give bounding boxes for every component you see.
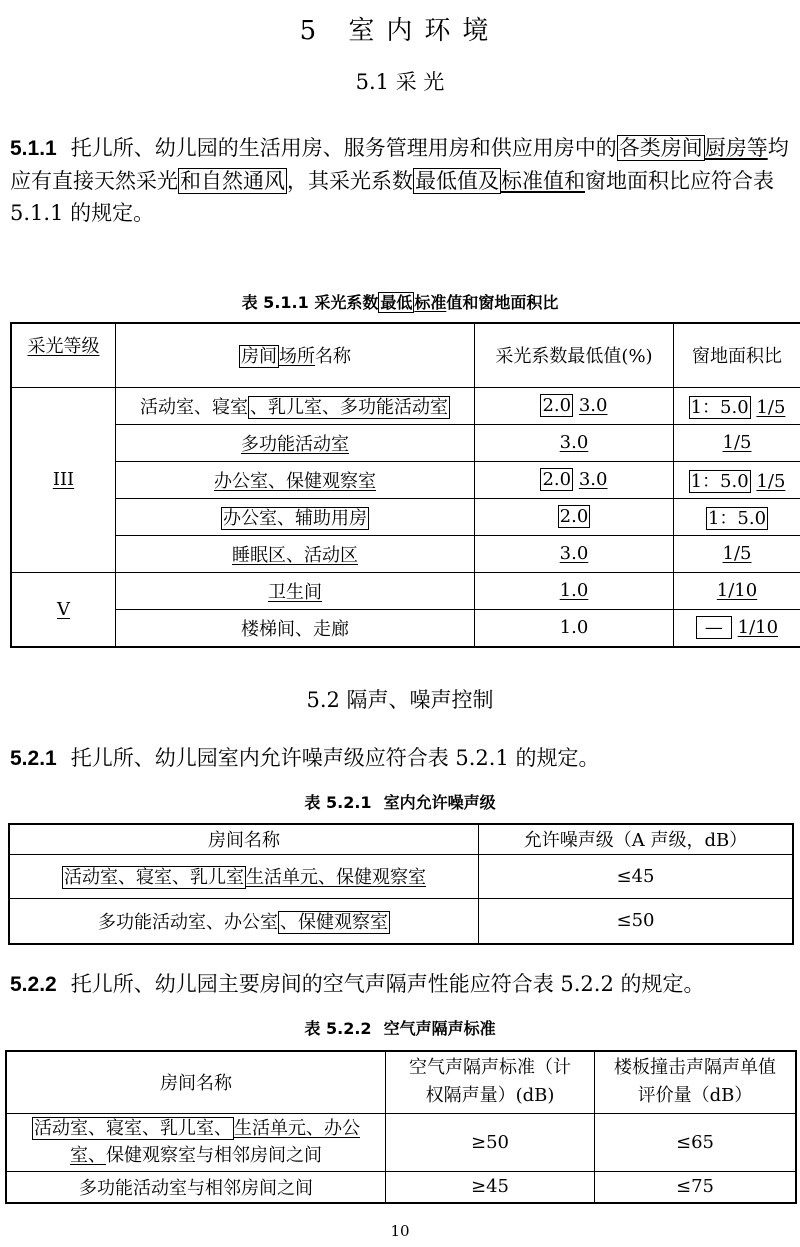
- chapter-title: 5 室内环境: [299, 16, 501, 46]
- table-row: 多功能活动室 3.0 1/5: [11, 424, 800, 461]
- table-row: 睡眠区、活动区 3.0 1/5: [11, 535, 800, 572]
- table-row: 楼梯间、走廊 1.0 — 1/10: [11, 609, 800, 647]
- clause-5-2-1: 5.2.1 托儿所、幼儿园室内允许噪声级应符合表 5.2.1 的规定。: [10, 746, 600, 770]
- table-header-row: 采光等级 房间 场所名称 采光系数最低值(%) 窗地面积比: [11, 323, 800, 387]
- clause-5-2-2: 5.2.2 托儿所、幼儿园主要房间的空气声隔声性能应符合表 5.2.2 的规定。: [10, 972, 705, 996]
- inserted-text: 和自然通风: [180, 169, 285, 193]
- table-header-row: 房间名称 允许噪声级（A 声级，dB）: [9, 824, 793, 854]
- deleted-text: 厨房等: [704, 136, 768, 160]
- table-caption-5-2-1: 表 5.2.1 室内允许噪声级: [304, 793, 496, 812]
- clause-number: 5.2.1: [10, 747, 57, 770]
- table-5-2-2: [5, 1050, 797, 1204]
- deleted-text: 标准值和: [501, 169, 585, 193]
- table-row: 活动室、寝室、乳儿室、 生活单元、办公 室、保健观察室与相邻房间之间 ≥50 ≤65: [6, 1113, 796, 1171]
- table-row: 多功能活动室与相邻房间之间 ≥45 ≤75: [6, 1171, 796, 1203]
- clause-number: 5.2.2: [10, 973, 57, 996]
- table-5-2-1: [8, 823, 794, 945]
- table-row: 办公室、辅助用房 2.0 1：5.0: [11, 498, 800, 535]
- section-title-lighting: 5.1 采 光: [355, 70, 445, 94]
- table-row: III 活动室、寝室 、乳儿室、多功能活动室 2.0 3.0 1：5.0 1/5: [11, 387, 800, 424]
- clause-number: 5.1.1: [10, 137, 57, 160]
- table-5-1-1: [10, 322, 800, 648]
- clause-5-1-1: 5.1.1 托儿所、幼儿园的生活用房、服务管理用房和供应用房中的各类房间厨房等均应有直接天然采光和自然通风，其采光系数最低值及标准值和窗地面积比应符合表 5.1.1 的规定。: [10, 136, 789, 225]
- section-title-sound: 5.2 隔声、噪声控制: [306, 688, 494, 712]
- page-number: 10: [390, 1222, 410, 1240]
- inserted-text: 各类房间: [618, 136, 703, 160]
- table-row: V 卫生间 1.0 1/10: [11, 572, 800, 609]
- table-header-row: 房间名称 空气声隔声标准（计 权隔声量）(dB) 楼板撞击声隔声单值 评价量（dB）: [6, 1051, 796, 1113]
- inserted-text: 最低值及: [415, 169, 499, 193]
- table-caption-5-2-2: 表 5.2.2 空气声隔声标准: [304, 1019, 496, 1038]
- table-row: 活动室、寝室、乳儿室 生活单元、保健观察室 ≤45: [9, 854, 793, 898]
- table-caption-5-1-1: 表 5.1.1 采光系数 最低 标准值和窗地面积比: [241, 293, 559, 312]
- table-row: 办公室、保健观察室 2.0 3.0 1：5.0 1/5: [11, 461, 800, 498]
- table-row: 多功能活动室、办公室 、保健观察室 ≤50: [9, 898, 793, 944]
